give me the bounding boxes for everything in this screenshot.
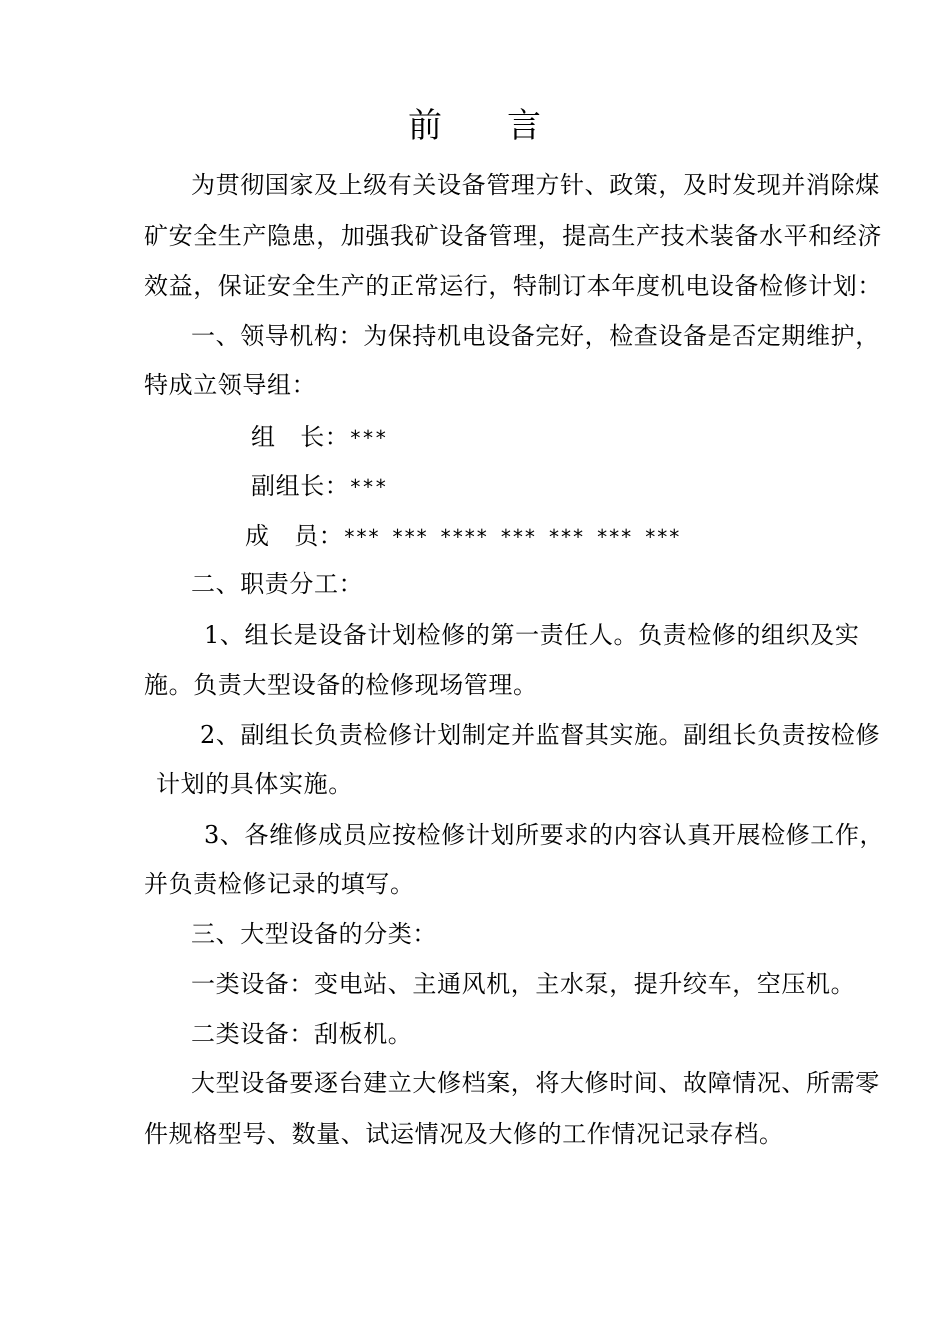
deputy-row: [251, 472, 387, 501]
page-title: [0, 106, 950, 146]
intro-line-2: 矿安全生产隐患，加强我矿设备管理，提高生产技术装备水平和经济: [144, 222, 882, 250]
member-name: ***: [547, 525, 585, 549]
member-name: ***: [644, 525, 681, 549]
section1-line-1: 一、领导机构：为保持机电设备完好，检查设备是否定期维护，: [191, 322, 880, 350]
members-row: [245, 522, 692, 551]
archive-line-2: 件规格型号、数量、试运情况及大修的工作情况记录存档。: [144, 1120, 784, 1148]
member-name: ****: [439, 525, 488, 549]
archive-line-1: 大型设备要逐台建立大修档案，将大修时间、故障情况、所需零: [191, 1069, 880, 1097]
section2-heading: 二、职责分工：: [191, 570, 364, 598]
deputy-label: 副组长：: [251, 472, 350, 500]
member-name: ***: [343, 525, 380, 549]
item2-line-2: 计划的具体实施。: [156, 770, 353, 798]
members-label: 成 员：: [245, 522, 344, 550]
item2-line-1: 2、副组长负责检修计划制定并监督其实施。副组长负责按检修: [200, 721, 881, 749]
item1-line-2: 施。负责大型设备的检修现场管理。: [144, 671, 538, 699]
section3-heading: 三、大型设备的分类：: [191, 920, 437, 948]
members-list: [343, 522, 692, 550]
intro-line-3: 效益，保证安全生产的正常运行，特制订本年度机电设备检修计划：: [144, 272, 882, 300]
deputy-value: ***: [349, 475, 388, 499]
item3-line-2: 并负责检修记录的填写。: [144, 870, 415, 898]
item3-line-1: 3、各维修成员应按检修计划所要求的内容认真开展检修工作，: [204, 821, 885, 849]
leader-label: 组 长：: [251, 423, 350, 451]
item1-line-1: 1、组长是设备计划检修的第一责任人。负责检修的组织及实: [204, 621, 860, 649]
member-name: ***: [499, 525, 536, 549]
section1-line-2: 特成立领导组：: [144, 371, 317, 399]
class1-line: 一类设备：变电站、主通风机，主水泵，提升绞车，空压机。: [191, 970, 856, 998]
title-char-2: 言: [507, 106, 542, 146]
leader-value: ***: [349, 426, 388, 450]
member-name: ***: [391, 525, 428, 549]
class2-line: 二类设备：刮板机。: [191, 1020, 413, 1048]
intro-line-1: 为贯彻国家及上级有关设备管理方针、政策，及时发现并消除煤: [191, 171, 880, 199]
leader-row: [251, 423, 387, 452]
title-char-1: 前: [408, 106, 443, 146]
member-name: ***: [596, 525, 633, 549]
